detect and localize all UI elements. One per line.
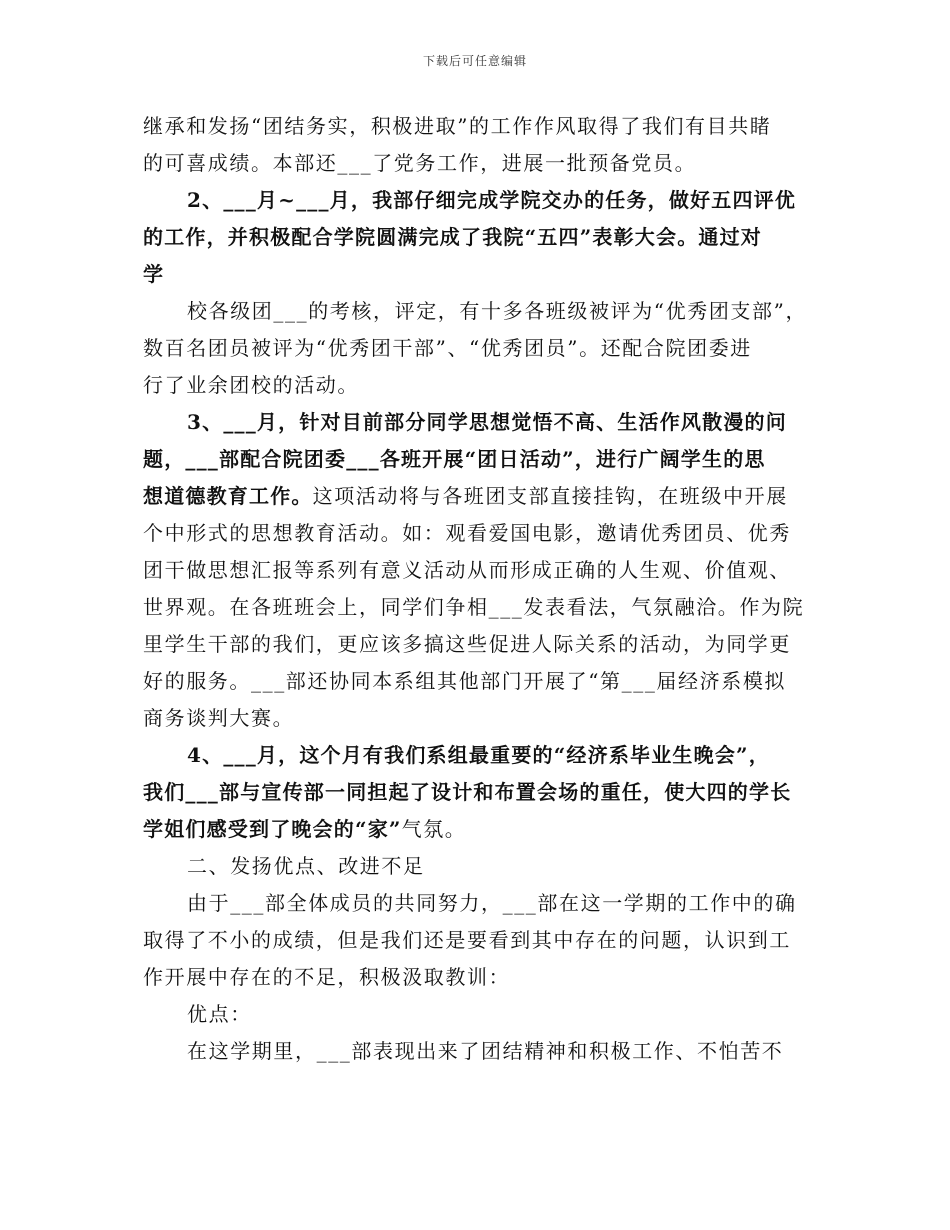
text-run: 团干做思想汇报等系列有意义活动从而形成正确的人生观、价值观、 [143,558,791,582]
document-body [143,108,813,1070]
text-run: 的工作，并积极配合学院圆满完成了我院“五四”表彰大会。通过对 [143,225,763,249]
text-line [143,552,813,589]
text-line [143,663,813,700]
text-run: 气氛。 [401,817,467,841]
text-line [143,515,813,552]
text-line [143,1033,813,1070]
text-run: 2、___月~___月，我部仔细完成学院交办的任务，做好五四评优 [187,188,797,212]
text-run: 二、发扬优点、改进不足 [187,854,425,878]
text-line [143,219,813,256]
text-run: 商务谈判大赛。 [143,706,295,730]
text-line [143,774,813,811]
text-line [143,256,813,293]
text-run: 作开展中存在的不足，积极汲取教训： [143,965,511,989]
text-line [143,737,813,774]
text-line [143,478,813,515]
text-line [143,700,813,737]
text-line [143,885,813,922]
text-run: 由于___部全体成员的共同努力，___部在这一学期的工作中的确 [187,891,797,915]
text-run: 的可喜成绩。本部还___了党务工作，进展一批预备党员。 [143,151,697,175]
text-line [143,367,813,404]
text-run: 4、___月，这个月有我们系组最重要的“经济系毕业生晚会”， [187,743,770,767]
text-run: 3、___月，针对目前部分同学思想觉悟不高、生活作风散漫的问 [187,410,787,434]
text-run: 我们___部与宣传部一同担起了设计和布置会场的重任，使大四的学长 [143,780,792,804]
text-line [143,922,813,959]
text-line [143,996,813,1033]
text-line [143,441,813,478]
text-run: 题，___部配合院团委___各班开展“团日活动”，进行广阔学生的思 [143,447,766,471]
text-run: 好的服务。___部还协同本系组其他部门开展了“第___届经济系模拟 [143,669,787,693]
text-run: 这项活动将与各班团支部直接挂钩，在班级中开展 [312,484,788,508]
text-line [143,811,813,848]
text-run: 优点： [187,1002,252,1026]
bold-text-run: 想道德教育工作。 [143,484,313,508]
text-line [143,108,813,145]
text-run: 个中形式的思想教育活动。如：观看爱国电影，邀请优秀团员、优秀 [143,521,791,545]
text-run: 在这学期里，___部表现出来了团结精神和积极工作、不怕苦不 [187,1039,784,1063]
text-line [143,589,813,626]
text-line [143,330,813,367]
page-header: 下载后可任意编辑 [422,54,527,68]
text-run: 学 [143,262,165,286]
text-run: 里学生干部的我们，更应该多搞这些促进人际关系的活动，为同学更 [143,632,791,656]
text-run: 取得了不小的成绩，但是我们还是要看到其中存在的问题，认识到工 [143,928,791,952]
text-run: 行了业余团校的活动。 [143,373,359,397]
text-line [143,848,813,885]
bold-text-run: 学姐们感受到了晚会的“家” [143,817,402,841]
text-line [143,145,813,182]
text-run: 校各级团___的考核，评定，有十多各班级被评为“优秀团支部”， [187,299,808,323]
text-line [143,182,813,219]
text-run: 继承和发扬“团结务实，积极进取”的工作作风取得了我们有目共睹 [143,114,772,138]
text-run: 数百名团员被评为“优秀团干部”、“优秀团员”。还配合院团委进 [143,336,752,360]
text-line [143,626,813,663]
text-line [143,404,813,441]
text-line [143,293,813,330]
text-line [143,959,813,996]
text-run: 世界观。在各班班会上，同学们争相___发表看法，气氛融洽。作为院 [143,595,805,619]
